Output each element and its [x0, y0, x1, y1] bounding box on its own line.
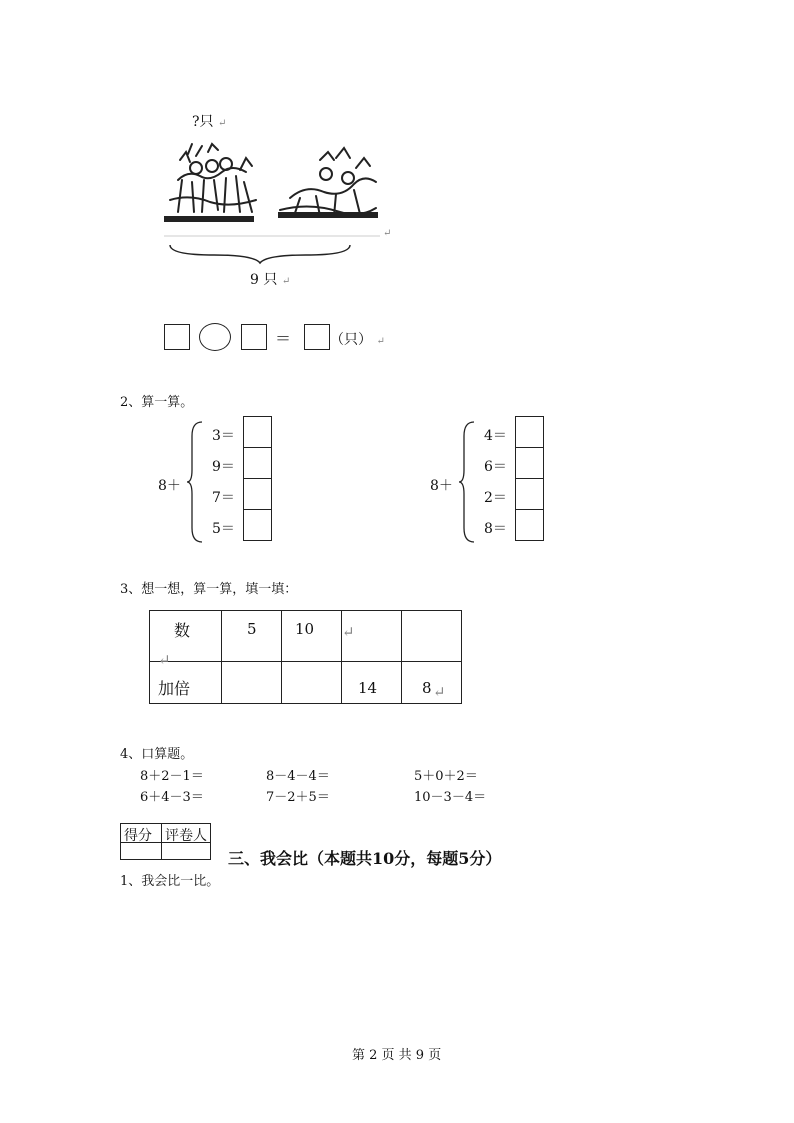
equals-sign: ＝	[275, 329, 292, 348]
answer-box-result[interactable]	[304, 324, 330, 350]
table-cell[interactable]: 8 ↵	[402, 662, 462, 704]
q2-left-answer-box-4[interactable]	[243, 509, 272, 541]
q2-right-answer-box-4[interactable]	[515, 509, 544, 541]
q2-right-item-4: 8＝	[484, 521, 507, 537]
q2-left-answer-box-2[interactable]	[243, 447, 272, 479]
oral-calc-item: 10－3－4＝	[414, 790, 487, 805]
return-mark: ↵	[281, 276, 291, 287]
answer-box-2[interactable]	[241, 324, 267, 350]
table-cell[interactable]	[402, 611, 462, 662]
q2-left-item-2: 9＝	[212, 459, 235, 475]
q2-title: 2、算一算。	[120, 395, 194, 410]
reviewer-label: 评卷人	[165, 828, 207, 844]
q2-right-item-2: 6＝	[484, 459, 507, 475]
score-table	[120, 823, 211, 860]
table-cell[interactable]: 10	[282, 611, 342, 662]
score-label: 得分	[124, 828, 152, 844]
oral-calc-item: 6＋4－3＝	[140, 790, 204, 805]
table-cell[interactable]	[282, 662, 342, 704]
q2-right-prefix: 8＋	[430, 478, 453, 494]
deer-illustration	[160, 140, 385, 240]
page-number: 第 2 页 共 9 页	[352, 1048, 442, 1063]
table-cell[interactable]: 14	[342, 662, 402, 704]
reviewer-cell[interactable]	[162, 843, 211, 860]
q2-right-brace	[458, 420, 476, 544]
total-count-label: 9 只	[250, 272, 278, 288]
q3-title: 3、想一想，算一算，填一填：	[120, 582, 298, 597]
oral-calc-item: 5＋0＋2＝	[414, 769, 478, 784]
score-cell[interactable]	[121, 843, 162, 860]
q4-title: 4、口算题。	[120, 747, 194, 762]
total-brace	[168, 243, 352, 265]
table-cell[interactable]	[222, 662, 282, 704]
section3-q1-title: 1、我会比一比。	[120, 874, 220, 889]
q2-right-item-3: 2＝	[484, 490, 507, 506]
q2-left-brace	[186, 420, 204, 544]
operator-circle[interactable]	[199, 323, 231, 351]
table-cell[interactable]: ↵	[342, 611, 402, 662]
return-mark: ↵	[217, 118, 227, 129]
q2-left-answer-box-1[interactable]	[243, 416, 272, 448]
q2-right-item-1: 4＝	[484, 428, 507, 444]
q2-right-answer-box-3[interactable]	[515, 478, 544, 510]
oral-calc-item: 8＋2－1＝	[140, 769, 204, 784]
q2-right-answer-box-1[interactable]	[515, 416, 544, 448]
q2-left-answer-box-3[interactable]	[243, 478, 272, 510]
return-mark: ↵	[376, 336, 385, 347]
oral-calc-item: 8－4－4＝	[266, 769, 330, 784]
q2-left-item-3: 7＝	[212, 490, 235, 506]
table-row-header: 加倍	[150, 662, 222, 704]
section-heading: 三、我会比（本题共10分，每题5分）	[228, 849, 502, 868]
q2-right-answer-box-2[interactable]	[515, 447, 544, 479]
top-count-label: ?只	[192, 114, 214, 130]
q2-left-prefix: 8＋	[158, 478, 181, 494]
return-mark: ↵	[383, 228, 392, 239]
doubling-table	[149, 610, 462, 704]
q2-left-item-1: 3＝	[212, 428, 235, 444]
oral-calc-item: 7－2＋5＝	[266, 790, 330, 805]
q2-left-item-4: 5＝	[212, 521, 235, 537]
table-row-header: 数 ↵	[150, 611, 222, 662]
answer-box-1[interactable]	[164, 324, 190, 350]
unit-label: （只）	[330, 332, 372, 348]
table-cell[interactable]: 5	[222, 611, 282, 662]
